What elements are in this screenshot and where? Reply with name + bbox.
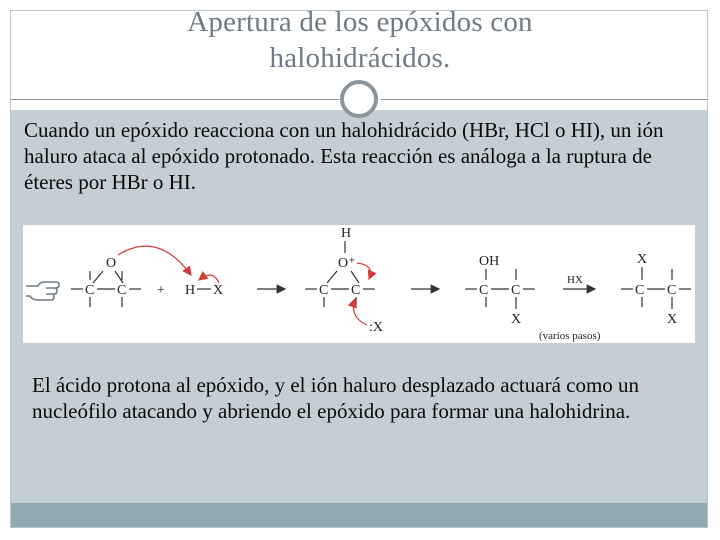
carbon-label-2: C — [117, 283, 127, 298]
carbon-label-7: C — [635, 283, 645, 298]
circle-ornament-icon — [340, 80, 378, 118]
acid-h-label: H — [185, 283, 196, 298]
explanation-paragraph: El ácido protona al epóxido, y el ión haluro desplazado actuará como un nucleófilo atacando y abriendo el epóxido para formar una halohidrina. — [32, 373, 640, 423]
electron-arrow-3 — [357, 263, 371, 279]
slide-title — [0, 4, 720, 76]
varios-pasos-label: (varios pasos) — [539, 330, 601, 342]
dihalide-product — [621, 252, 691, 327]
oxonium-label: O⁺ — [338, 256, 356, 271]
carbon-label-8: C — [667, 283, 677, 298]
reaction-scheme — [23, 225, 695, 343]
slide-title-line-2: halohidrácidos. — [269, 42, 451, 74]
slide-title-line-1: Apertura de los epóxidos con — [187, 6, 533, 38]
carbon-label-1: C — [85, 283, 95, 298]
acid-x-label: X — [213, 283, 224, 298]
title-divider-right — [381, 99, 707, 100]
electron-arrow-1 — [118, 246, 191, 275]
reaction-diagram — [23, 225, 695, 343]
hx-reagent-label: HX — [567, 274, 583, 286]
intro-paragraph: Cuando un epóxido reacciona con un halohidrácido (HBr, HCl o HI), un ión haluro ataca al epóxido protonado. Esta reacción es análoga a la ruptura de éteres por HBr o HI. — [24, 118, 664, 194]
halohydrin — [465, 254, 535, 327]
epoxide-reactant — [71, 256, 141, 307]
hydroxyl-label: OH — [479, 254, 500, 269]
nucleophile-label: :X — [369, 320, 383, 335]
dihalide-x-bottom: X — [667, 312, 678, 327]
epoxide-oxygen-label: O — [106, 256, 117, 271]
plus-sign: + — [157, 283, 165, 298]
title-divider-left — [11, 99, 339, 100]
protonated-epoxide — [305, 226, 383, 335]
footer-bar — [11, 503, 707, 527]
dihalide-x-top: X — [637, 252, 648, 267]
carbon-label-4: C — [351, 283, 361, 298]
electron-arrow-2 — [199, 275, 219, 283]
carbon-label-6: C — [511, 283, 521, 298]
acid-hx — [185, 283, 223, 298]
carbon-label-3: C — [319, 283, 329, 298]
pointing-hand-icon — [24, 276, 60, 302]
halohydrin-x-label: X — [511, 312, 522, 327]
proton-h-label: H — [341, 226, 352, 241]
carbon-label-5: C — [479, 283, 489, 298]
